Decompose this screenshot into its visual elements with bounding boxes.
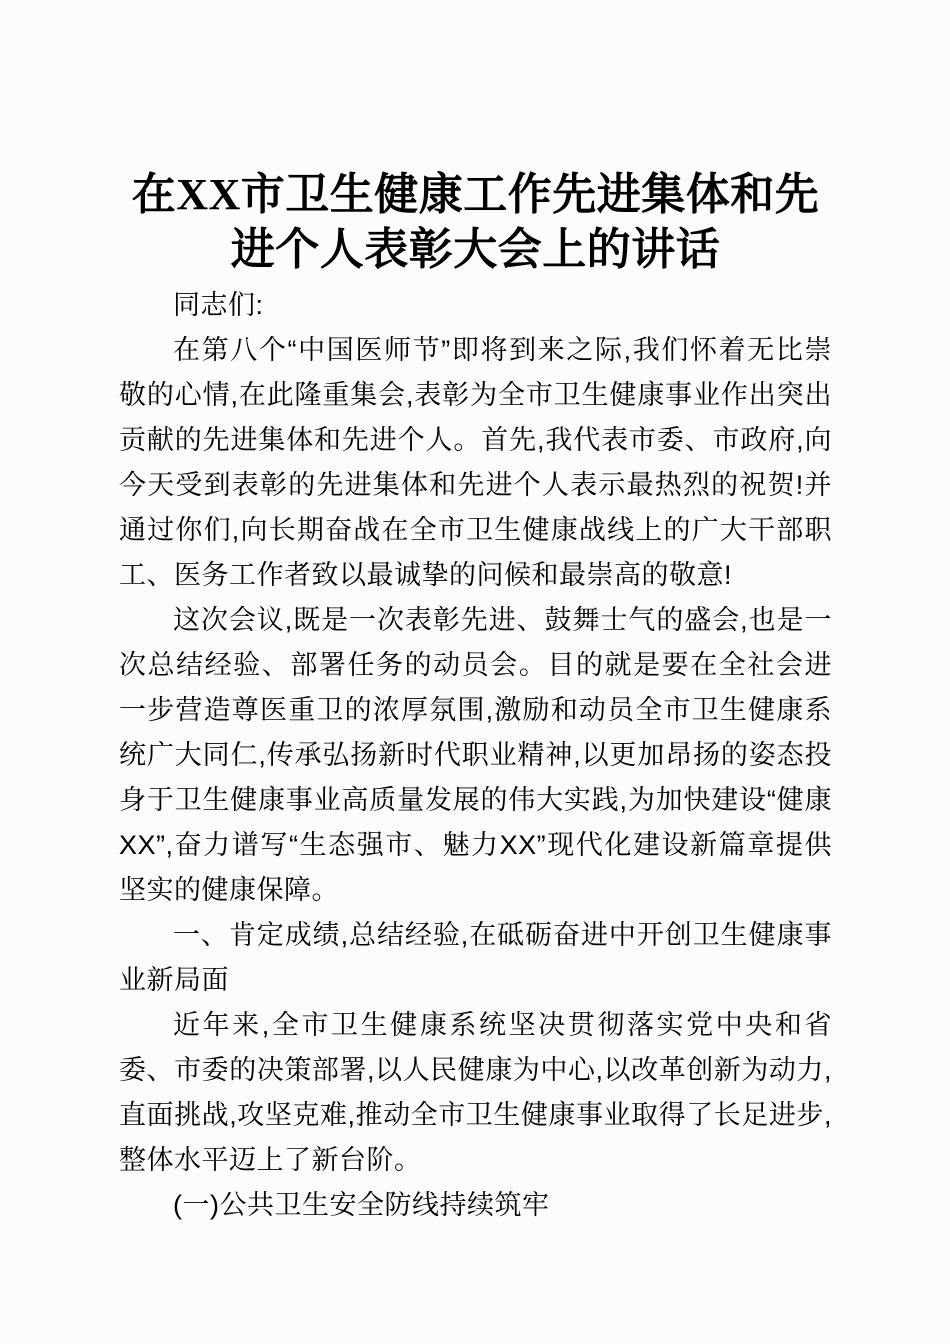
subsection-heading: (一)公共卫生安全防线持续筑牢	[173, 1190, 550, 1220]
paragraph-salutation: 同志们:	[173, 290, 264, 320]
paragraph-body: 这次会议,既是一次表彰先进、鼓舞士气的盛会,也是一次总结经验、部署任务的动员会。目的就是要在全社会进一步营造尊医重卫的浓厚氛围,激励和动员全市卫生健康系统广大同仁,传承弘扬新时代职业精神,以更加昂扬的姿态投身于卫生健康事业高质量发展的伟大实践,为加快建设“健康XX”,奋力谱写“生态强市、魅力XX”现代化建设新篇章提供坚实的健康保障。	[119, 605, 832, 905]
document-body	[119, 283, 832, 1228]
section-heading: 一、肯定成绩,总结经验,在砥砺奋进中开创卫生健康事业新局面	[119, 920, 832, 995]
document-title: 在XX市卫生健康工作先进集体和先进个人表彰大会上的讲话	[131, 170, 820, 274]
paragraph-body: 在第八个“中国医师节”即将到来之际,我们怀着无比崇敬的心情,在此隆重集会,表彰为全市卫生健康事业作出突出贡献的先进集体和先进个人。首先,我代表市委、市政府,向今天受到表彰的先进集体和先进个人表示最热烈的祝贺!并通过你们,向长期奋战在全市卫生健康战线上的广大干部职工、医务工作者致以最诚挚的问候和最崇高的敬意!	[119, 335, 832, 590]
paragraph-body: 近年来,全市卫生健康系统坚决贯彻落实党中央和省委、市委的决策部署,以人民健康为中心,以改革创新为动力,直面挑战,攻坚克难,推动全市卫生健康事业取得了长足进步,整体水平迈上了新台阶。	[119, 1010, 832, 1175]
